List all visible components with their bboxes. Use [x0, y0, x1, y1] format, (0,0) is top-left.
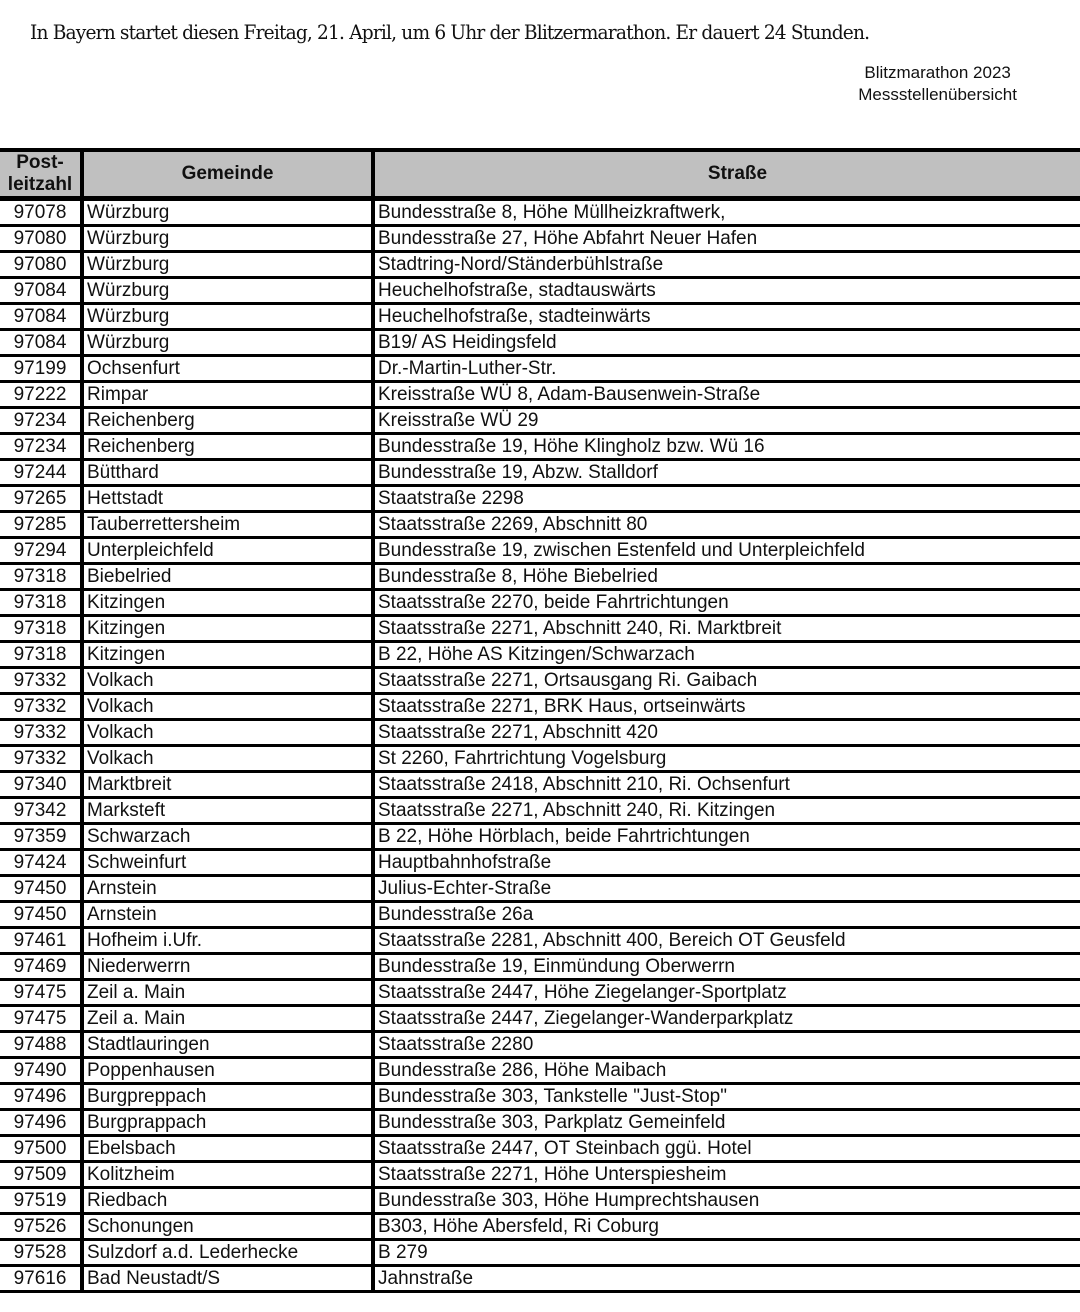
cell-strasse: Bundesstraße 19, Abzw. Stalldorf	[373, 460, 1080, 486]
cell-gemeinde: Zeil a. Main	[82, 1006, 373, 1032]
cell-gemeinde: Sulzdorf a.d. Lederhecke	[82, 1240, 373, 1266]
cell-gemeinde: Schweinfurt	[82, 850, 373, 876]
cell-strasse: Heuchelhofstraße, stadtauswärts	[373, 278, 1080, 304]
cell-strasse: Staatsstraße 2418, Abschnitt 210, Ri. Ochsenfurt	[373, 772, 1080, 798]
table-row	[0, 876, 1080, 902]
cell-postleitzahl: 97450	[0, 902, 82, 928]
cell-postleitzahl: 97496	[0, 1084, 82, 1110]
cell-gemeinde: Niederwerrn	[82, 954, 373, 980]
cell-postleitzahl: 97265	[0, 486, 82, 512]
cell-strasse: Bundesstraße 19, Höhe Klingholz bzw. Wü 16	[373, 434, 1080, 460]
table-row	[0, 1110, 1080, 1136]
cell-strasse: B 22, Höhe AS Kitzingen/Schwarzach	[373, 642, 1080, 668]
cell-gemeinde: Hofheim i.Ufr.	[82, 928, 373, 954]
cell-gemeinde: Stadtlauringen	[82, 1032, 373, 1058]
cell-gemeinde: Arnstein	[82, 876, 373, 902]
cell-strasse: Heuchelhofstraße, stadteinwärts	[373, 304, 1080, 330]
cell-strasse: B303, Höhe Abersfeld, Ri Coburg	[373, 1214, 1080, 1240]
cell-gemeinde: Schonungen	[82, 1214, 373, 1240]
cell-strasse: Bundesstraße 286, Höhe Maibach	[373, 1058, 1080, 1084]
table-row	[0, 1084, 1080, 1110]
cell-strasse: Bundesstraße 27, Höhe Abfahrt Neuer Hafen	[373, 226, 1080, 252]
cell-strasse: Staatsstraße 2270, beide Fahrtrichtungen	[373, 590, 1080, 616]
cell-postleitzahl: 97526	[0, 1214, 82, 1240]
table-row	[0, 954, 1080, 980]
cell-gemeinde: Kitzingen	[82, 590, 373, 616]
document-title-line2: Messstellenübersicht	[858, 85, 1017, 104]
cell-gemeinde: Schwarzach	[82, 824, 373, 850]
cell-strasse: Staatsstraße 2271, Höhe Unterspiesheim	[373, 1162, 1080, 1188]
cell-strasse: Kreisstraße WÜ 29	[373, 408, 1080, 434]
cell-gemeinde: Zeil a. Main	[82, 980, 373, 1006]
cell-postleitzahl: 97332	[0, 668, 82, 694]
cell-gemeinde: Marktbreit	[82, 772, 373, 798]
table-row	[0, 1058, 1080, 1084]
cell-strasse: Bundesstraße 26a	[373, 902, 1080, 928]
cell-gemeinde: Bad Neustadt/S	[82, 1266, 373, 1292]
table-row	[0, 746, 1080, 772]
cell-postleitzahl: 97080	[0, 226, 82, 252]
table-body	[0, 199, 1080, 1292]
cell-postleitzahl: 97359	[0, 824, 82, 850]
cell-strasse: Bundesstraße 19, zwischen Estenfeld und Unterpleichfeld	[373, 538, 1080, 564]
cell-postleitzahl: 97424	[0, 850, 82, 876]
cell-gemeinde: Marksteft	[82, 798, 373, 824]
cell-strasse: Hauptbahnhofstraße	[373, 850, 1080, 876]
table-header-row	[0, 150, 1080, 199]
table-row	[0, 538, 1080, 564]
column-header-postleitzahl-line1: Post-	[16, 152, 64, 173]
cell-strasse: Kreisstraße WÜ 8, Adam-Bausenwein-Straße	[373, 382, 1080, 408]
document-title-line1: Blitzmarathon 2023	[864, 63, 1011, 82]
table-row	[0, 980, 1080, 1006]
cell-strasse: Bundesstraße 303, Höhe Humprechtshausen	[373, 1188, 1080, 1214]
cell-strasse: Bundesstraße 303, Tankstelle "Just-Stop"	[373, 1084, 1080, 1110]
cell-strasse: St 2260, Fahrtrichtung Vogelsburg	[373, 746, 1080, 772]
cell-postleitzahl: 97199	[0, 356, 82, 382]
cell-strasse: Stadtring-Nord/Ständerbühlstraße	[373, 252, 1080, 278]
cell-gemeinde: Burgpreppach	[82, 1084, 373, 1110]
table-row	[0, 1240, 1080, 1266]
cell-strasse: Staatsstraße 2271, Abschnitt 240, Ri. Marktbreit	[373, 616, 1080, 642]
cell-gemeinde: Reichenberg	[82, 408, 373, 434]
cell-postleitzahl: 97528	[0, 1240, 82, 1266]
cell-gemeinde: Ebelsbach	[82, 1136, 373, 1162]
table-row	[0, 330, 1080, 356]
cell-postleitzahl: 97469	[0, 954, 82, 980]
cell-strasse: Jahnstraße	[373, 1266, 1080, 1292]
column-header-strasse: Straße	[373, 150, 1080, 199]
cell-gemeinde: Tauberrettersheim	[82, 512, 373, 538]
cell-gemeinde: Reichenberg	[82, 434, 373, 460]
table-row	[0, 486, 1080, 512]
cell-postleitzahl: 97340	[0, 772, 82, 798]
cell-postleitzahl: 97318	[0, 564, 82, 590]
table-row	[0, 356, 1080, 382]
cell-strasse: Bundesstraße 8, Höhe Müllheizkraftwerk,	[373, 199, 1080, 226]
cell-postleitzahl: 97294	[0, 538, 82, 564]
cell-gemeinde: Hettstadt	[82, 486, 373, 512]
cell-gemeinde: Bütthard	[82, 460, 373, 486]
cell-postleitzahl: 97475	[0, 980, 82, 1006]
cell-gemeinde: Volkach	[82, 694, 373, 720]
cell-gemeinde: Würzburg	[82, 330, 373, 356]
cell-gemeinde: Volkach	[82, 668, 373, 694]
cell-strasse: B 22, Höhe Hörblach, beide Fahrtrichtungen	[373, 824, 1080, 850]
cell-gemeinde: Würzburg	[82, 199, 373, 226]
cell-postleitzahl: 97332	[0, 694, 82, 720]
cell-postleitzahl: 97244	[0, 460, 82, 486]
cell-postleitzahl: 97461	[0, 928, 82, 954]
cell-strasse: B19/ AS Heidingsfeld	[373, 330, 1080, 356]
cell-postleitzahl: 97490	[0, 1058, 82, 1084]
table-row	[0, 772, 1080, 798]
cell-strasse: Staatsstraße 2271, Abschnitt 240, Ri. Kitzingen	[373, 798, 1080, 824]
table-row	[0, 590, 1080, 616]
cell-postleitzahl: 97500	[0, 1136, 82, 1162]
cell-postleitzahl: 97488	[0, 1032, 82, 1058]
table-row	[0, 199, 1080, 226]
cell-postleitzahl: 97234	[0, 408, 82, 434]
cell-strasse: Staatsstraße 2447, Ziegelanger-Wanderparkplatz	[373, 1006, 1080, 1032]
cell-gemeinde: Poppenhausen	[82, 1058, 373, 1084]
cell-postleitzahl: 97616	[0, 1266, 82, 1292]
table-row	[0, 720, 1080, 746]
table-row	[0, 434, 1080, 460]
cell-postleitzahl: 97509	[0, 1162, 82, 1188]
cell-postleitzahl: 97318	[0, 590, 82, 616]
cell-postleitzahl: 97318	[0, 642, 82, 668]
cell-strasse: Staatsstraße 2271, Ortsausgang Ri. Gaibach	[373, 668, 1080, 694]
cell-strasse: Bundesstraße 8, Höhe Biebelried	[373, 564, 1080, 590]
table-row	[0, 252, 1080, 278]
cell-gemeinde: Würzburg	[82, 304, 373, 330]
cell-gemeinde: Biebelried	[82, 564, 373, 590]
cell-gemeinde: Riedbach	[82, 1188, 373, 1214]
table-row	[0, 616, 1080, 642]
table-row	[0, 278, 1080, 304]
cell-postleitzahl: 97318	[0, 616, 82, 642]
cell-gemeinde: Volkach	[82, 720, 373, 746]
cell-postleitzahl: 97234	[0, 434, 82, 460]
cell-postleitzahl: 97450	[0, 876, 82, 902]
document-title	[858, 62, 1017, 106]
cell-strasse: Staatsstraße 2269, Abschnitt 80	[373, 512, 1080, 538]
column-header-postleitzahl-line2: leitzahl	[7, 174, 73, 195]
table-row	[0, 1266, 1080, 1292]
table-row	[0, 1188, 1080, 1214]
cell-gemeinde: Arnstein	[82, 902, 373, 928]
table-row	[0, 668, 1080, 694]
cell-strasse: B 279	[373, 1240, 1080, 1266]
cell-gemeinde: Unterpleichfeld	[82, 538, 373, 564]
cell-postleitzahl: 97078	[0, 199, 82, 226]
table-row	[0, 902, 1080, 928]
cell-strasse: Staatsstraße 2280	[373, 1032, 1080, 1058]
cell-strasse: Staatsstraße 2271, BRK Haus, ortseinwärts	[373, 694, 1080, 720]
cell-gemeinde: Kitzingen	[82, 616, 373, 642]
intro-text: In Bayern startet diesen Freitag, 21. April, um 6 Uhr der Blitzermarathon. Er dauert 24 Stunden.	[30, 20, 870, 44]
cell-strasse: Bundesstraße 303, Parkplatz Gemeinfeld	[373, 1110, 1080, 1136]
cell-strasse: Staatsstraße 2281, Abschnitt 400, Bereich OT Geusfeld	[373, 928, 1080, 954]
table-row	[0, 1162, 1080, 1188]
table-row	[0, 512, 1080, 538]
table-row	[0, 1032, 1080, 1058]
table-row	[0, 460, 1080, 486]
cell-postleitzahl: 97475	[0, 1006, 82, 1032]
cell-strasse: Julius-Echter-Straße	[373, 876, 1080, 902]
table-row	[0, 1136, 1080, 1162]
cell-gemeinde: Kitzingen	[82, 642, 373, 668]
cell-postleitzahl: 97496	[0, 1110, 82, 1136]
table-row	[0, 928, 1080, 954]
cell-postleitzahl: 97080	[0, 252, 82, 278]
cell-gemeinde: Würzburg	[82, 252, 373, 278]
cell-gemeinde: Kolitzheim	[82, 1162, 373, 1188]
table-row	[0, 798, 1080, 824]
table-row	[0, 694, 1080, 720]
cell-postleitzahl: 97332	[0, 746, 82, 772]
cell-gemeinde: Burgprappach	[82, 1110, 373, 1136]
cell-strasse: Staatsstraße 2271, Abschnitt 420	[373, 720, 1080, 746]
cell-postleitzahl: 97084	[0, 330, 82, 356]
cell-strasse: Bundesstraße 19, Einmündung Oberwerrn	[373, 954, 1080, 980]
table-row	[0, 564, 1080, 590]
column-header-gemeinde: Gemeinde	[82, 150, 373, 199]
table-row	[0, 226, 1080, 252]
table-row	[0, 1214, 1080, 1240]
table-row	[0, 408, 1080, 434]
cell-strasse: Dr.-Martin-Luther-Str.	[373, 356, 1080, 382]
cell-gemeinde: Volkach	[82, 746, 373, 772]
cell-postleitzahl: 97332	[0, 720, 82, 746]
cell-gemeinde: Würzburg	[82, 278, 373, 304]
cell-gemeinde: Würzburg	[82, 226, 373, 252]
cell-gemeinde: Rimpar	[82, 382, 373, 408]
table-row	[0, 642, 1080, 668]
table-row	[0, 1006, 1080, 1032]
cell-strasse: Staatstraße 2298	[373, 486, 1080, 512]
cell-postleitzahl: 97519	[0, 1188, 82, 1214]
cell-strasse: Staatsstraße 2447, OT Steinbach ggü. Hotel	[373, 1136, 1080, 1162]
table-row	[0, 824, 1080, 850]
column-header-postleitzahl	[0, 150, 82, 199]
cell-postleitzahl: 97222	[0, 382, 82, 408]
cell-strasse: Staatsstraße 2447, Höhe Ziegelanger-Sportplatz	[373, 980, 1080, 1006]
table-row	[0, 850, 1080, 876]
table-row	[0, 304, 1080, 330]
measurement-sites-table	[0, 148, 1080, 1293]
table-row	[0, 382, 1080, 408]
cell-postleitzahl: 97084	[0, 278, 82, 304]
cell-postleitzahl: 97285	[0, 512, 82, 538]
cell-postleitzahl: 97342	[0, 798, 82, 824]
cell-gemeinde: Ochsenfurt	[82, 356, 373, 382]
cell-postleitzahl: 97084	[0, 304, 82, 330]
